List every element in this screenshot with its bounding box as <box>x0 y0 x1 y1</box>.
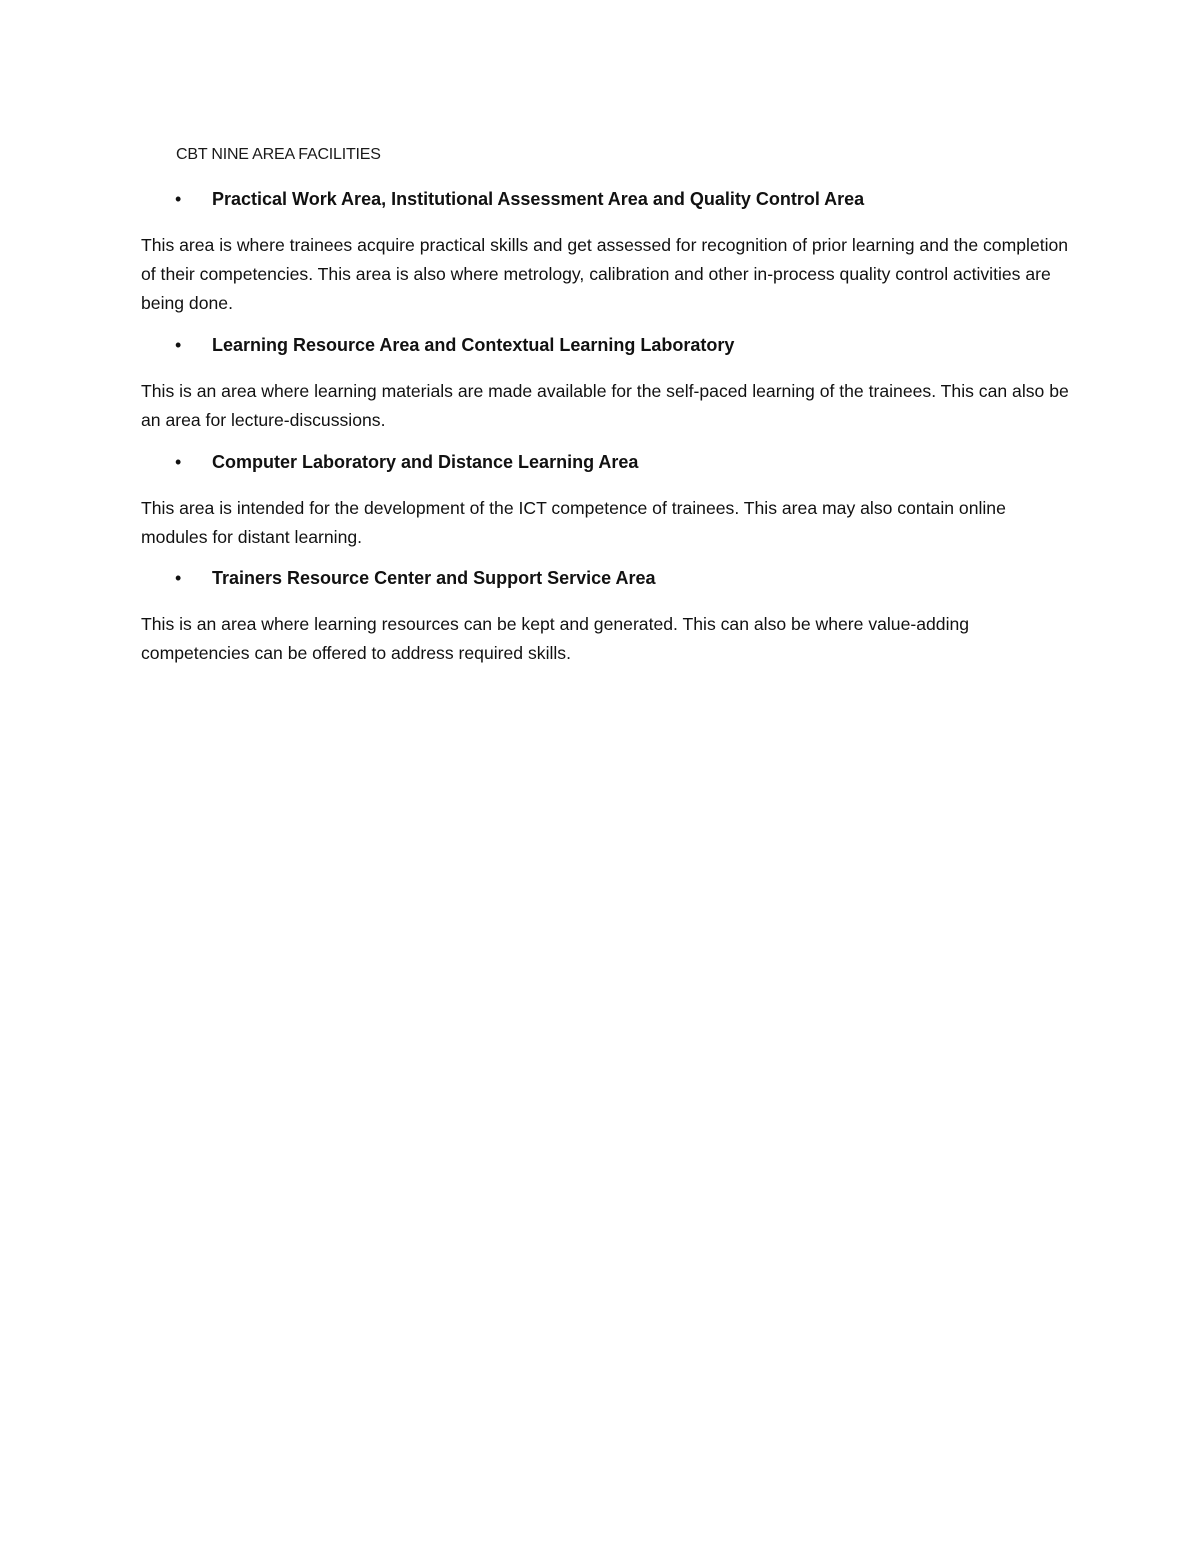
section-heading <box>141 187 1071 213</box>
section-body: This area is intended for the development of the ICT competence of trainees. This area may also contain online modules for distant learning. <box>141 498 1006 547</box>
section-heading-text: Learning Resource Area and Contextual Learning Laboratory <box>212 335 735 355</box>
document-title: CBT NINE AREA FACILITIES <box>176 146 381 163</box>
section-body: This area is where trainees acquire practical skills and get assessed for recognition of prior learning and the completion of their competencies. This area is also where metrology, calibration and other in-process quality control activities are being done. <box>141 235 1069 313</box>
section-heading <box>141 450 1071 476</box>
section-heading-text: Practical Work Area, Institutional Assessment Area and Quality Control Area <box>212 189 865 209</box>
section-learning-resource-area <box>141 333 1071 435</box>
section-heading-text: Trainers Resource Center and Support Service Area <box>212 568 656 588</box>
section-body: This is an area where learning materials are made available for the self-paced learning of the trainees. This can also be an area for lecture-discussions. <box>141 381 1069 430</box>
bullet-icon: • <box>175 189 182 209</box>
bullet-icon: • <box>175 568 182 588</box>
section-computer-laboratory <box>141 450 1071 552</box>
section-heading-text: Computer Laboratory and Distance Learning Area <box>212 452 639 472</box>
section-body: This is an area where learning resources can be kept and generated. This can also be where value-adding competencies can be offered to address required skills. <box>141 614 970 663</box>
bullet-icon: • <box>175 452 182 472</box>
section-heading <box>141 333 1071 359</box>
section-trainers-resource-center <box>141 566 1071 668</box>
section-heading <box>141 566 1071 592</box>
section-practical-work-area <box>141 187 1071 318</box>
bullet-icon: • <box>175 335 182 355</box>
